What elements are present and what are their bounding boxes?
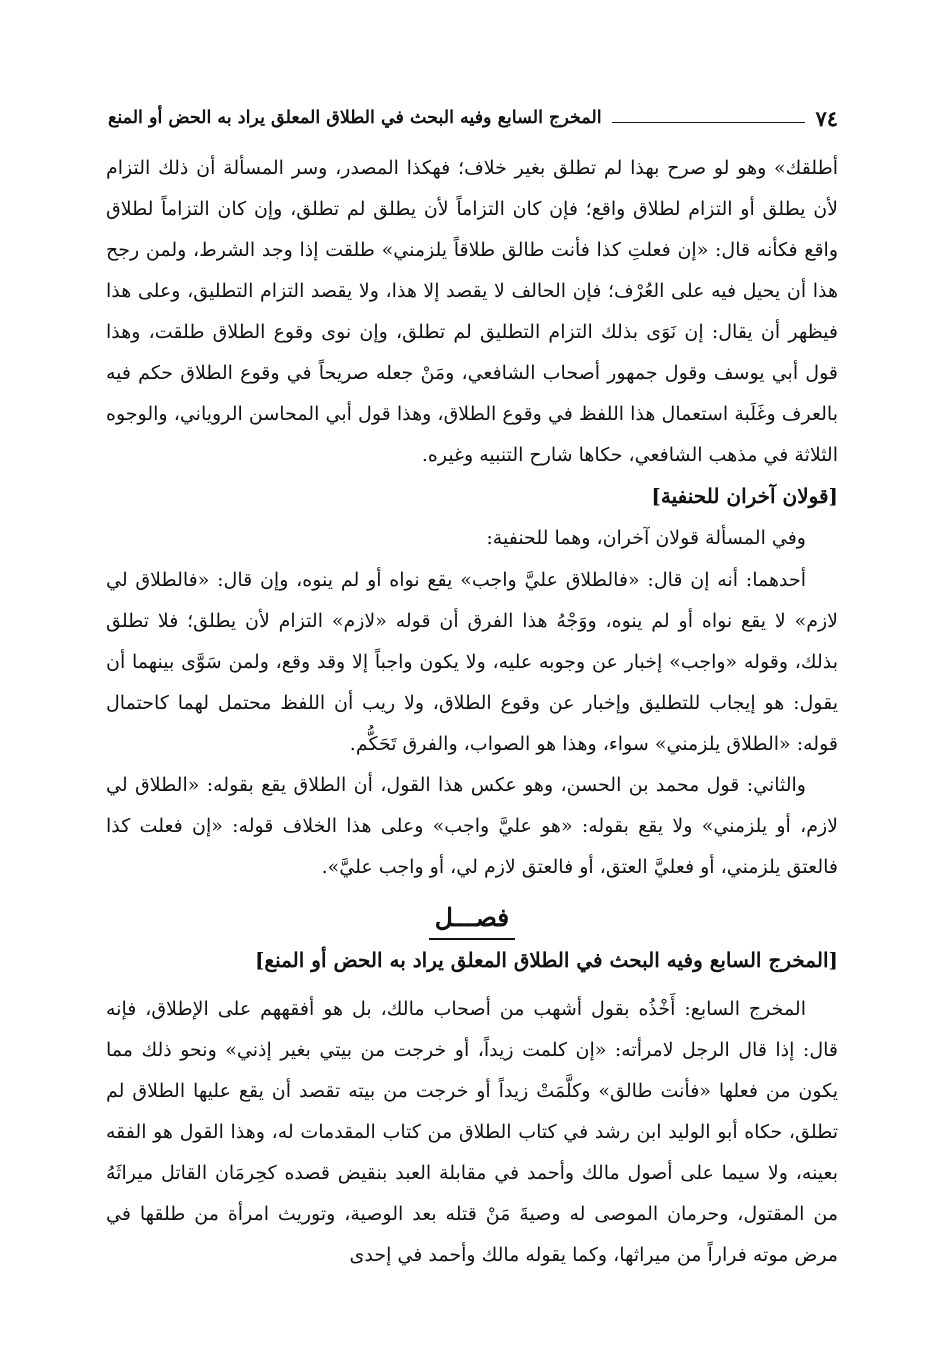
page-body xyxy=(106,148,838,1276)
paragraph-3: أحدهما: أنه إن قال: «فالطلاق عليَّ واجب» يقع نواه أو لم ينوه، وإن قال: «فالطلاق لي لازم» لا يقع نواه أو لم ينوه، ووَجْهُ هذا الفرق أن قوله «لازم» التزام لأن يطلق؛ فلا تطلق بذلك، وقوله «واجب» إخبار عن وجوبه عليه، ولا يكون واجباً إلا وقد وقع، ولمن سَوَّى بينهما أن يقول: هو إيجاب للتطليق وإخبار عن وقوع الطلاق، ولا ريب أن اللفظ محتمل لهما كاحتمال قوله: «الطلاق يلزمني» سواء، وهذا هو الصواب، والفرق تَحَكُّم. xyxy=(106,569,838,755)
paragraph-2: وفي المسألة قولان آخران، وهما للحنفية: xyxy=(486,527,806,549)
fasl-text: فصـــل xyxy=(429,898,516,940)
section-heading-hanafi: [قولان آخران للحنفية] xyxy=(651,484,838,508)
running-title: المخرج السابع وفيه البحث في الطلاق المعلق يراد به الحض أو المنع xyxy=(108,108,602,128)
section-heading-seventh-exit: [المخرج السابع وفيه البحث في الطلاق المعلق يراد به الحض أو المنع] xyxy=(254,948,838,972)
page-number: ٧٤ xyxy=(815,105,838,131)
fasl-heading xyxy=(106,898,838,940)
paragraph-1: أطلقك» وهو لو صرح بهذا لم تطلق بغير خلاف؛ فهكذا المصدر، وسر المسألة أن ذلك التزام لأن يطلق أو التزام لطلاق واقع؛ فإن كان التزاماً لأن يطلق لم تطلق، وإن كان التزاماً لطلاق واقع فكأنه قال: «إن فعلتِ كذا فأنت طالق طلاقاً يلزمني» طلقت إذا وجد الشرط، ولمن رجح هذا أن يحيل فيه على العُرْف؛ فإن الحالف لا يقصد إلا هذا، ولا يقصد التزام التطليق، وعلى هذا فيظهر أن يقال: إن نَوَى بذلك التزام التطليق لم تطلق، وإن نوى وقوع الطلاق طلقت، وهذا قول أبي يوسف وقول جمهور أصحاب الشافعي، ومَنْ جعله صريحاً في وقوع الطلاق حكم فيه بالعرف وغَلَبة استعمال هذا اللفظ في وقوع الطلاق، وهذا قول أبي المحاسن الروياني، والوجوه الثلاثة في مذهب الشافعي، حكاها شارح التنبيه وغيره. xyxy=(106,157,838,466)
paragraph-5: المخرج السابع: أَخْذُه بقول أشهب من أصحاب مالك، بل هو أفقههم على الإطلاق، فإنه قال: إذا قال الرجل لامرأته: «إن كلمت زيداً، أو خرجت من بيتي بغير إذني» ونحو ذلك مما يكون من فعلها «فأنت طالق» وكلَّمَتْ زيداً أو خرجت من بيته تقصد أن يقع عليها الطلاق لم تطلق، حكاه أبو الوليد ابن رشد في كتاب الطلاق من كتاب المقدمات له، وهذا القول هو الفقه بعينه، ولا سيما على أصول مالك وأحمد في مقابلة العبد بنقيض قصده كحِرمَان القاتل ميراثَهُ من المقتول، وحرمان الموصى له وصيةَ مَنْ قتله بعد الوصية، وتوريث امرأة من طلقها في مرض موته فراراً من ميراثها، وكما يقوله مالك وأحمد في إحدى xyxy=(106,998,838,1266)
header-rule xyxy=(612,122,806,123)
page-header xyxy=(108,100,838,136)
paragraph-4: والثاني: قول محمد بن الحسن، وهو عكس هذا القول، أن الطلاق يقع بقوله: «الطلاق لي لازم، أو يلزمني» ولا يقع بقوله: «هو عليَّ واجب» وعلى هذا الخلاف قوله: «إن فعلت كذا فالعتق يلزمني، أو فعليَّ العتق، أو فالعتق لازم لي، أو واجب عليَّ». xyxy=(106,774,838,878)
